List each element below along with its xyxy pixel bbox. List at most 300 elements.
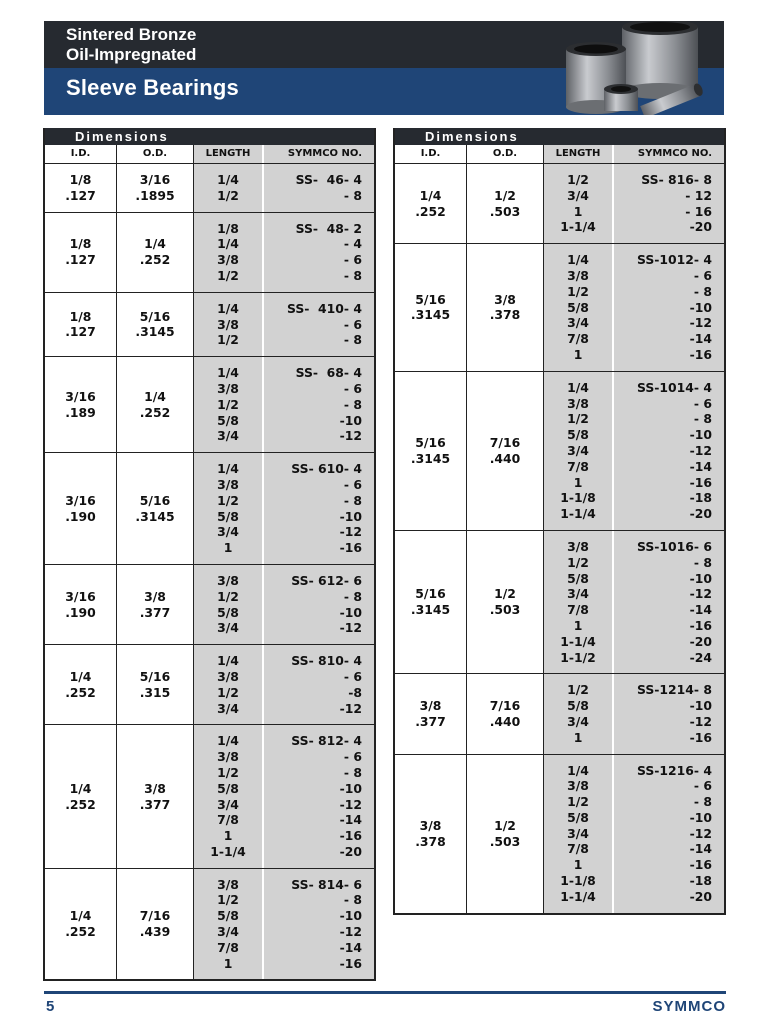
length-cell-value: 1/4 — [217, 461, 239, 477]
id-cell-value: .189 — [65, 404, 96, 420]
symmco-no-cell-value: - 6 — [693, 778, 712, 794]
length-cell-value: 3/8 — [217, 476, 239, 492]
id-cell-value: 3/16 — [65, 388, 96, 404]
page-title: Sleeve Bearings — [66, 75, 239, 100]
length-cell-value: 7/8 — [217, 812, 239, 828]
id-cell — [45, 725, 117, 867]
od-cell-value: .252 — [139, 404, 171, 420]
length-cell-value: 1-1/4 — [560, 633, 596, 649]
od-cell — [117, 869, 194, 980]
id-cell — [45, 293, 117, 356]
od-cell-value: .3145 — [135, 324, 175, 340]
symmco-no-cell-value: SS-1014- 4 — [637, 379, 712, 395]
length-cell-value: 5/8 — [567, 698, 589, 714]
symmco-no-cell-value: - 6 — [343, 749, 362, 765]
length-cell — [544, 755, 612, 913]
id-cell-value: 1/4 — [69, 908, 92, 924]
id-cell-value: .190 — [65, 508, 96, 524]
symmco-no-cell-value: SS- 410- 4 — [286, 300, 362, 316]
length-cell-value: 7/8 — [567, 602, 589, 618]
symmco-no-cell-value: -16 — [689, 729, 712, 745]
symmco-no-cell-value: -10 — [339, 780, 362, 796]
id-cell-value: 1/8 — [69, 236, 92, 252]
id-cell-value: 3/8 — [419, 698, 442, 714]
length-cell-value: 1 — [573, 203, 583, 219]
id-cell-value: 5/16 — [415, 435, 446, 451]
symmco-no-cell — [614, 372, 724, 530]
symmco-no-cell — [264, 357, 374, 452]
length-cell-value: 5/8 — [567, 427, 589, 443]
length-cell-value: 1/4 — [567, 762, 589, 778]
length-cell-value: 3/4 — [567, 586, 589, 602]
id-cell-value: .127 — [65, 252, 96, 268]
symmco-no-cell-value: - 8 — [693, 794, 712, 810]
symmco-no-cell — [264, 164, 374, 212]
length-cell-value: 3/4 — [567, 187, 589, 203]
id-cell — [45, 645, 117, 724]
symmco-no-cell — [264, 869, 374, 980]
length-cell — [194, 645, 262, 724]
symmco-no-cell-value: -10 — [689, 299, 712, 315]
header-od: O.D. — [117, 145, 194, 163]
length-cell — [194, 293, 262, 356]
length-cell — [194, 725, 262, 867]
length-cell-value: 1/4 — [217, 733, 239, 749]
symmco-no-cell-value: -20 — [689, 506, 712, 522]
symmco-no-cell — [614, 755, 724, 913]
symmco-no-cell-value: -16 — [339, 540, 362, 556]
symmco-no-cell-value: - 6 — [343, 316, 362, 332]
symmco-no-cell-value: - 8 — [343, 892, 362, 908]
length-cell-value: 5/8 — [217, 604, 239, 620]
length-cell-value: 5/8 — [567, 570, 589, 586]
od-cell — [117, 565, 194, 644]
symmco-no-cell-value: SS- 814- 6 — [291, 876, 362, 892]
od-cell-value: .378 — [489, 307, 521, 323]
od-cell-value: 7/16 — [489, 435, 521, 451]
length-cell-value: 3/4 — [217, 620, 239, 636]
od-cell — [467, 674, 544, 753]
symmco-no-cell-value: - 6 — [693, 395, 712, 411]
id-cell — [395, 244, 467, 371]
od-cell-value: 1/2 — [494, 187, 516, 203]
table-header — [395, 145, 724, 164]
length-cell-value: 1 — [223, 540, 233, 556]
symmco-no-cell-value: - 8 — [343, 764, 362, 780]
symmco-no-cell-value: -14 — [339, 812, 362, 828]
od-cell — [467, 372, 544, 530]
length-cell-value: 3/8 — [567, 395, 589, 411]
length-cell-value: 3/4 — [217, 700, 239, 716]
symmco-no-cell-value: -10 — [689, 809, 712, 825]
length-cell-value: 1 — [573, 729, 583, 745]
dimensions-table-left — [43, 128, 376, 981]
od-cell-value: 5/16 — [139, 668, 171, 684]
symmco-no-cell-value: -20 — [689, 888, 712, 904]
symmco-no-cell-value: -14 — [689, 458, 712, 474]
length-cell-value: 3/4 — [567, 442, 589, 458]
length-cell-value: 1-1/8 — [560, 490, 596, 506]
symmco-no-cell-value: -10 — [689, 570, 712, 586]
bearing-group — [45, 565, 374, 645]
id-cell — [395, 164, 467, 243]
length-cell-value: 1 — [573, 617, 583, 633]
symmco-no-cell-value: - 8 — [693, 411, 712, 427]
length-cell-value: 1 — [573, 474, 583, 490]
length-cell — [194, 565, 262, 644]
length-cell-value: 7/8 — [567, 331, 589, 347]
id-cell-value: 1/8 — [69, 308, 92, 324]
symmco-no-cell-value: SS- 68- 4 — [295, 365, 362, 381]
symmco-no-cell-value: - 6 — [693, 267, 712, 283]
symmco-no-cell-value: SS- 612- 6 — [291, 572, 362, 588]
bearing-group — [395, 755, 724, 913]
length-cell-value: 3/8 — [217, 316, 239, 332]
bearing-group — [395, 531, 724, 674]
bearing-group — [395, 244, 724, 372]
symmco-no-cell-value: -10 — [339, 508, 362, 524]
symmco-no-cell-value: - 8 — [343, 492, 362, 508]
symmco-no-cell — [264, 213, 374, 292]
symmco-no-cell-value: SS-1214- 8 — [637, 682, 712, 698]
length-cell-value: 1/4 — [217, 236, 239, 252]
length-cell-value: 1/2 — [567, 554, 589, 570]
length-cell-value: 1/8 — [217, 220, 239, 236]
od-cell-value: 3/8 — [494, 291, 516, 307]
od-cell-value: 1/2 — [494, 586, 516, 602]
symmco-no-cell-value: - 8 — [343, 187, 362, 203]
length-cell-value: 1/2 — [567, 411, 589, 427]
od-cell — [117, 164, 194, 212]
od-cell — [117, 453, 194, 564]
length-cell-value: 5/8 — [217, 508, 239, 524]
length-cell-value: 1/2 — [217, 396, 239, 412]
od-cell-value: .503 — [489, 602, 521, 618]
symmco-no-cell-value: -12 — [339, 524, 362, 540]
id-cell — [395, 674, 467, 753]
symmco-no-cell-value: -10 — [339, 604, 362, 620]
id-cell — [45, 869, 117, 980]
id-cell-value: .378 — [415, 833, 446, 849]
id-cell — [395, 755, 467, 913]
symmco-no-cell-value: -16 — [689, 857, 712, 873]
symmco-no-cell-value: -18 — [689, 873, 712, 889]
symmco-no-cell-value: -20 — [689, 633, 712, 649]
bearing-group — [45, 357, 374, 453]
symmco-no-cell-value: - 12 — [685, 187, 712, 203]
symmco-no-cell-value: - 6 — [343, 476, 362, 492]
dimensions-table-right — [393, 128, 726, 915]
symmco-no-cell-value: -12 — [339, 428, 362, 444]
length-cell — [194, 357, 262, 452]
symmco-no-cell — [264, 453, 374, 564]
id-cell-value: .3145 — [410, 450, 451, 466]
symmco-no-cell-value: -14 — [689, 602, 712, 618]
symmco-no-cell-value: - 8 — [693, 554, 712, 570]
symmco-no-cell-value: -20 — [339, 843, 362, 859]
id-cell-value: .190 — [65, 604, 96, 620]
symmco-no-cell-value: -12 — [689, 315, 712, 331]
bearing-group — [45, 213, 374, 293]
header-id: I.D. — [45, 145, 117, 163]
symmco-no-cell-value: SS-1012- 4 — [637, 252, 712, 268]
od-cell-value: 3/8 — [144, 588, 166, 604]
bearing-group — [395, 674, 724, 754]
bearing-group — [45, 164, 374, 213]
length-cell-value: 7/8 — [567, 458, 589, 474]
symmco-no-cell-value: -24 — [689, 649, 712, 665]
length-cell-value: 1/2 — [217, 764, 239, 780]
symmco-no-cell-value: - 6 — [343, 380, 362, 396]
length-cell — [544, 244, 612, 371]
id-cell — [45, 357, 117, 452]
symmco-no-cell-value: -14 — [689, 331, 712, 347]
length-cell-value: 1-1/2 — [560, 649, 596, 665]
length-cell-value: 1/2 — [217, 267, 239, 283]
length-cell-value: 3/4 — [217, 524, 239, 540]
od-cell-value: .503 — [489, 203, 521, 219]
od-cell-value: .503 — [489, 833, 521, 849]
length-cell-value: 3/4 — [217, 796, 239, 812]
symmco-no-cell-value: -16 — [339, 828, 362, 844]
length-cell-value: 5/8 — [567, 299, 589, 315]
length-cell-value: 3/4 — [217, 924, 239, 940]
symmco-no-cell-value: -12 — [689, 586, 712, 602]
symmco-no-cell-value: - 8 — [343, 267, 362, 283]
od-cell-value: .440 — [489, 450, 521, 466]
length-cell-value: 1/4 — [217, 172, 239, 187]
length-cell-value: 3/8 — [567, 267, 589, 283]
header-length: LENGTH — [544, 145, 612, 163]
symmco-no-cell-value: -10 — [689, 427, 712, 443]
id-cell-value: .127 — [65, 324, 96, 340]
length-cell-value: 5/8 — [217, 908, 239, 924]
symmco-no-cell-value: -12 — [339, 700, 362, 716]
od-cell — [467, 531, 544, 673]
symmco-no-cell-value: SS- 48- 2 — [295, 220, 362, 236]
length-cell — [544, 164, 612, 243]
length-cell-value: 3/8 — [217, 572, 239, 588]
length-cell-value: 3/4 — [567, 315, 589, 331]
symmco-no-cell-value: - 16 — [685, 203, 712, 219]
length-cell — [544, 372, 612, 530]
symmco-no-cell-value: - 8 — [343, 588, 362, 604]
id-cell-value: .252 — [65, 684, 96, 700]
length-cell-value: 3/8 — [217, 252, 239, 268]
header-length: LENGTH — [194, 145, 262, 163]
od-cell — [117, 725, 194, 867]
od-cell-value: .439 — [139, 924, 171, 940]
table-title: Dimensions — [45, 128, 374, 145]
id-cell — [395, 531, 467, 673]
symmco-no-cell-value: -10 — [339, 412, 362, 428]
od-cell-value: .377 — [139, 796, 171, 812]
header-id: I.D. — [395, 145, 467, 163]
length-cell-value: 3/8 — [567, 538, 589, 554]
length-cell-value: 3/8 — [217, 876, 239, 892]
symmco-no-cell-value: -12 — [339, 924, 362, 940]
od-cell-value: 1/4 — [144, 236, 166, 252]
length-cell-value: 1/4 — [217, 300, 239, 316]
od-cell-value: .252 — [139, 252, 171, 268]
od-cell-value: 5/16 — [139, 308, 171, 324]
id-cell-value: 3/16 — [65, 588, 96, 604]
banner-line1: Sintered Bronze — [66, 25, 197, 44]
length-cell-value: 1/4 — [217, 653, 239, 669]
symmco-no-cell-value: -10 — [689, 698, 712, 714]
length-cell-value: 3/8 — [217, 668, 239, 684]
header-symmco-no: SYMMCO NO. — [264, 145, 374, 163]
id-cell — [45, 213, 117, 292]
symmco-no-cell — [614, 164, 724, 243]
header-od: O.D. — [467, 145, 544, 163]
length-cell-value: 1/2 — [217, 332, 239, 348]
symmco-no-cell-value: - 8 — [343, 332, 362, 348]
symmco-no-cell — [614, 244, 724, 371]
length-cell — [194, 869, 262, 980]
id-cell-value: .252 — [65, 924, 96, 940]
bearing-group — [45, 453, 374, 565]
id-cell — [395, 372, 467, 530]
table-header — [45, 145, 374, 164]
length-cell-value: 1 — [573, 346, 583, 362]
symmco-no-cell-value: -16 — [689, 617, 712, 633]
id-cell-value: .3145 — [410, 307, 451, 323]
symmco-no-cell-value: -14 — [689, 841, 712, 857]
symmco-no-cell-value: -16 — [339, 955, 362, 971]
symmco-no-cell-value: SS- 610- 4 — [291, 461, 362, 477]
symmco-no-cell — [264, 293, 374, 356]
od-cell-value: 5/16 — [139, 492, 171, 508]
length-cell-value: 1 — [573, 857, 583, 873]
od-cell-value: 1/4 — [144, 388, 166, 404]
od-cell — [467, 164, 544, 243]
symmco-no-cell-value: -16 — [689, 474, 712, 490]
od-cell — [117, 213, 194, 292]
symmco-no-cell-value: -8 — [348, 684, 362, 700]
od-cell — [117, 357, 194, 452]
length-cell-value: 1/2 — [217, 492, 239, 508]
symmco-no-cell-value: -12 — [689, 713, 712, 729]
symmco-no-cell-value: -12 — [689, 442, 712, 458]
id-cell — [45, 164, 117, 212]
length-cell-value: 1 — [223, 955, 233, 971]
bearing-group — [395, 164, 724, 244]
length-cell-value: 5/8 — [567, 809, 589, 825]
id-cell-value: 3/16 — [65, 492, 96, 508]
symmco-no-cell — [614, 531, 724, 673]
symmco-no-cell-value: - 4 — [343, 236, 362, 252]
od-cell-value: .377 — [139, 604, 171, 620]
symmco-no-cell-value: SS-1216- 4 — [637, 762, 712, 778]
length-cell-value: 7/8 — [217, 939, 239, 955]
od-cell-value: .3145 — [135, 508, 175, 524]
bearings-image — [524, 21, 724, 115]
id-cell-value: .377 — [415, 713, 446, 729]
length-cell-value: 7/8 — [567, 841, 589, 857]
length-cell-value: 1/2 — [567, 172, 589, 187]
symmco-no-cell — [264, 565, 374, 644]
id-cell-value: .127 — [65, 187, 96, 203]
brand-name: SYMMCO — [652, 998, 726, 1015]
od-cell-value: 7/16 — [139, 908, 171, 924]
banner-line2: Oil-Impregnated — [66, 45, 197, 64]
od-cell-value: .440 — [489, 713, 521, 729]
od-cell-value: .1895 — [135, 187, 175, 203]
symmco-no-cell-value: SS-1016- 6 — [637, 538, 712, 554]
length-cell-value: 1/2 — [217, 892, 239, 908]
symmco-no-cell-value: -10 — [339, 908, 362, 924]
length-cell-value: 3/4 — [567, 825, 589, 841]
bearing-group — [45, 725, 374, 868]
od-cell-value: 1/2 — [494, 817, 516, 833]
symmco-no-cell-value: SS- 810- 4 — [291, 653, 362, 669]
page-number: 5 — [46, 998, 55, 1015]
length-cell — [544, 531, 612, 673]
symmco-no-cell-value: -12 — [339, 620, 362, 636]
symmco-no-cell — [264, 645, 374, 724]
length-cell-value: 1/4 — [567, 252, 589, 268]
id-cell-value: 1/4 — [69, 668, 92, 684]
bearing-group — [395, 372, 724, 531]
id-cell-value: 1/4 — [69, 780, 92, 796]
header-symmco-no: SYMMCO NO. — [614, 145, 724, 163]
symmco-no-cell-value: - 6 — [343, 252, 362, 268]
symmco-no-cell — [614, 674, 724, 753]
od-cell-value: 3/16 — [139, 172, 171, 187]
symmco-no-cell-value: - 6 — [343, 668, 362, 684]
bearing-group — [45, 293, 374, 357]
od-cell-value: .315 — [139, 684, 171, 700]
length-cell-value: 1/2 — [567, 682, 589, 698]
length-cell-value: 1-1/4 — [560, 506, 596, 522]
length-cell-value: 1/2 — [217, 187, 239, 203]
length-cell-value: 5/8 — [217, 412, 239, 428]
od-cell — [467, 244, 544, 371]
symmco-no-cell — [264, 725, 374, 867]
od-cell — [117, 293, 194, 356]
length-cell — [194, 213, 262, 292]
length-cell-value: 3/8 — [217, 380, 239, 396]
id-cell — [45, 565, 117, 644]
symmco-no-cell-value: - 8 — [693, 283, 712, 299]
length-cell-value: 1/4 — [217, 365, 239, 381]
length-cell-value: 3/8 — [217, 749, 239, 765]
length-cell — [194, 164, 262, 212]
id-cell — [45, 453, 117, 564]
length-cell-value: 1-1/4 — [560, 219, 596, 235]
od-cell — [117, 645, 194, 724]
symmco-no-cell-value: - 8 — [343, 396, 362, 412]
symmco-no-cell-value: -12 — [689, 825, 712, 841]
length-cell-value: 1 — [223, 828, 233, 844]
id-cell-value: .252 — [415, 203, 446, 219]
length-cell-value: 1-1/8 — [560, 873, 596, 889]
title-banner — [44, 21, 724, 115]
length-cell-value: 3/4 — [217, 428, 239, 444]
symmco-no-cell-value: -14 — [339, 939, 362, 955]
id-cell-value: 1/4 — [419, 187, 442, 203]
length-cell-value: 1/2 — [567, 794, 589, 810]
length-cell-value: 5/8 — [217, 780, 239, 796]
length-cell-value: 1-1/4 — [560, 888, 596, 904]
bearing-group — [45, 869, 374, 980]
id-cell-value: .252 — [65, 796, 96, 812]
symmco-no-cell-value: -16 — [689, 346, 712, 362]
symmco-no-cell-value: SS- 46- 4 — [295, 172, 362, 187]
symmco-no-cell-value: -12 — [339, 796, 362, 812]
length-cell — [194, 453, 262, 564]
